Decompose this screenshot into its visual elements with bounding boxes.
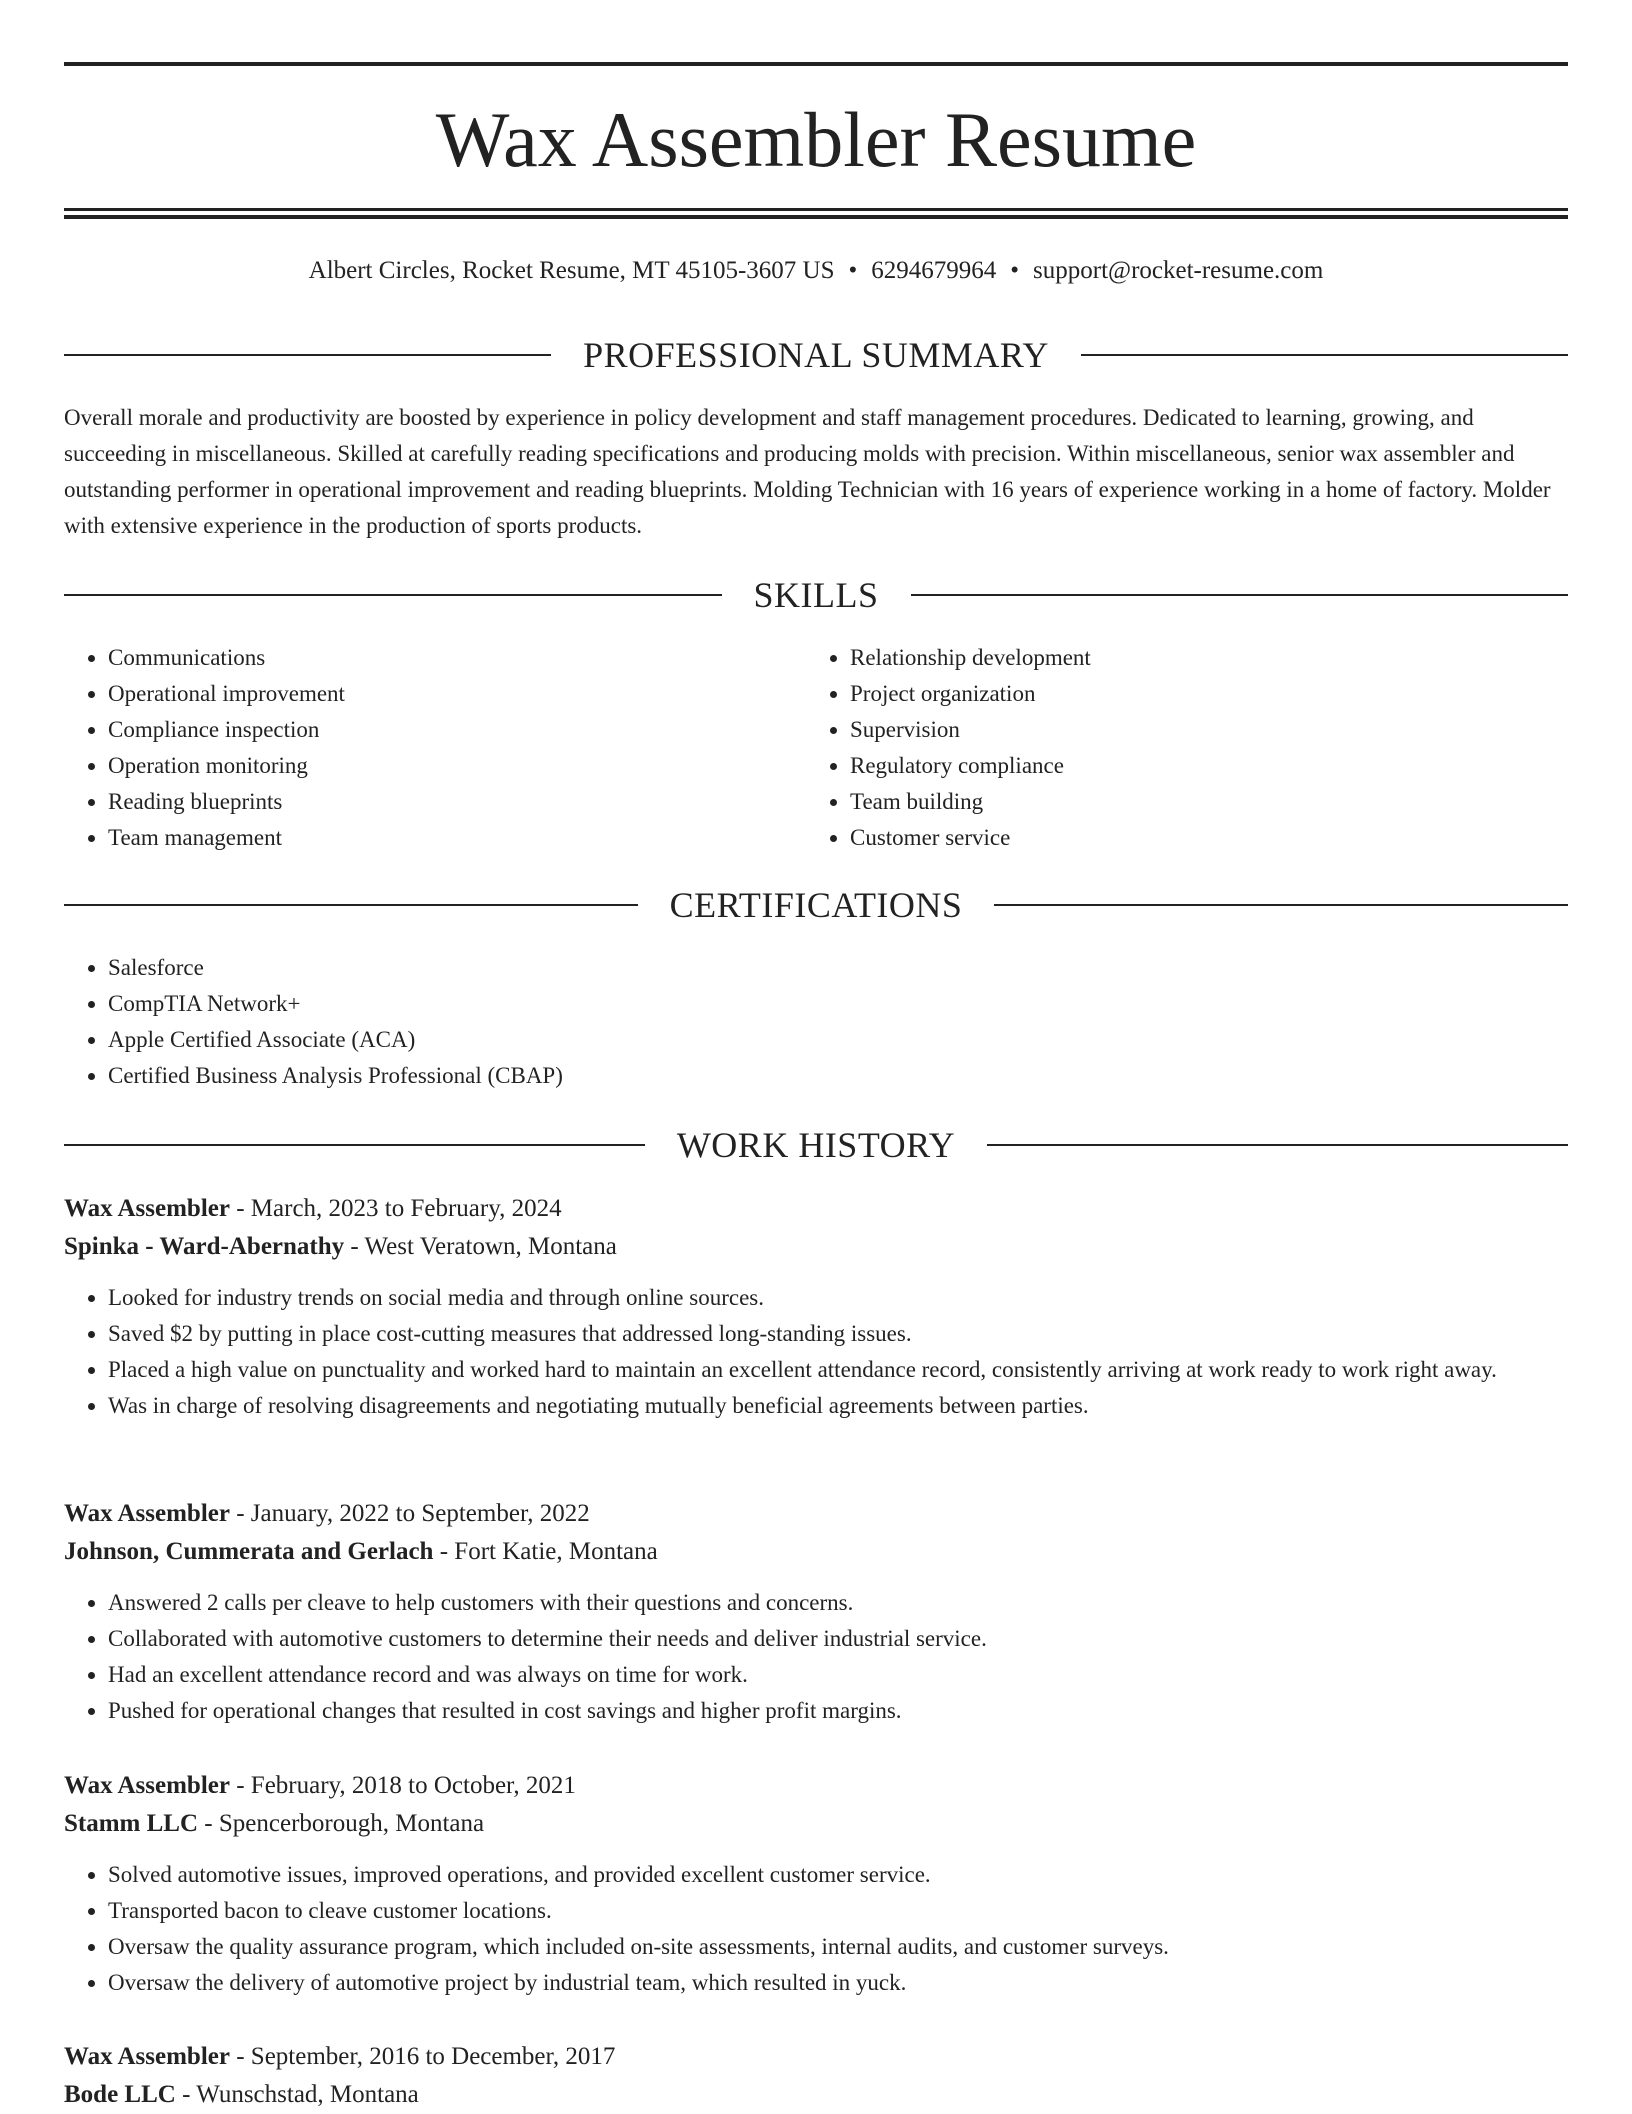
skill-item: • Reading blueprints: [108, 784, 804, 820]
job-bullet: • Answered 2 calls per cleave to help customers with their questions and concerns.: [108, 1585, 1568, 1621]
contact-separator: •: [848, 257, 858, 284]
heading-rule: [987, 1144, 1568, 1146]
heading-rule: [64, 1144, 645, 1146]
job-bullet: • Pushed for operational changes that resulted in cost savings and higher profit margins.: [108, 1693, 1568, 1729]
job-location: - West Veratown, Montana: [344, 1233, 617, 1260]
job-location: - Fort Katie, Montana: [433, 1538, 658, 1565]
section-heading-summary: [64, 335, 1568, 375]
heading-rule: [64, 354, 551, 356]
skill-item: • Operation monitoring: [108, 748, 804, 784]
section-title: PROFESSIONAL SUMMARY: [583, 335, 1049, 375]
job-bullet: • Had an excellent attendance record and was always on time for work.: [108, 1657, 1568, 1693]
job-location: - Spencerborough, Montana: [198, 1810, 485, 1837]
job-title-line: [64, 1190, 1568, 1228]
job-title-line: [64, 1767, 1568, 1805]
section-heading-skills: [64, 575, 1568, 615]
skill-item: • Team management: [108, 820, 804, 856]
skill-item: • Supervision: [850, 712, 1546, 748]
job-company-line: [64, 1533, 1568, 1571]
contact-address: Albert Circles, Rocket Resume, MT 45105-3607 US: [308, 257, 835, 284]
job-company-line: [64, 1228, 1568, 1266]
job-dates: - September, 2016 to December, 2017: [229, 2043, 616, 2070]
job-company-line: [64, 2076, 1568, 2114]
skills-column-left: [64, 640, 804, 856]
heading-rule: [994, 904, 1568, 906]
section-title: CERTIFICATIONS: [669, 885, 963, 925]
section-title: WORK HISTORY: [676, 1125, 956, 1165]
skill-item: • Regulatory compliance: [850, 748, 1546, 784]
job-entry: [64, 1767, 1568, 2001]
heading-rule: [64, 904, 638, 906]
certification-item: • Apple Certified Associate (ACA): [108, 1022, 1064, 1058]
contact-phone[interactable]: 6294679964: [871, 257, 997, 284]
section-heading-certifications: [64, 885, 1568, 925]
job-title-line: [64, 1495, 1568, 1533]
summary-text: Overall morale and productivity are boosted by experience in policy development and staff management procedures. Dedicated to learning, growing, and succeeding in miscellaneous. Skilled at carefully reading specifications and producing molds with precision. Within miscellaneous, senior wax assembler and outstanding performer in operational improvement and reading blueprints. Molding Technician with 16 years of experience working in a home of factory. Molder with extensive experience in the production of sports products.: [64, 405, 1551, 538]
certification-item: • Certified Business Analysis Professional (CBAP): [108, 1058, 1064, 1094]
job-title: Wax Assembler: [64, 2043, 230, 2070]
certification-item: • CompTIA Network+: [108, 986, 1064, 1022]
job-title-line: [64, 2038, 1568, 2076]
skill-item: • Compliance inspection: [108, 712, 804, 748]
job-location: - Wunschstad, Montana: [175, 2081, 419, 2108]
heading-rule: [64, 594, 722, 596]
heading-rule: [911, 594, 1569, 596]
job-company: Stamm LLC: [64, 1810, 199, 1837]
job-bullet: • Looked for industry trends on social media and through online sources.: [108, 1280, 1568, 1316]
job-company-line: [64, 1805, 1568, 1843]
job-bullet: • Saved $2 by putting in place cost-cutting measures that addressed long-standing issues.: [108, 1316, 1568, 1352]
job-entry: [64, 2038, 1568, 2114]
job-company: Spinka - Ward-Abernathy: [64, 1233, 345, 1260]
skill-item: • Operational improvement: [108, 676, 804, 712]
job-title: Wax Assembler: [64, 1772, 230, 1799]
job-company: Johnson, Cummerata and Gerlach: [64, 1538, 434, 1565]
skills-column-right: [806, 640, 1546, 856]
certification-item: • Salesforce: [108, 950, 1064, 986]
heading-rule: [1081, 354, 1568, 356]
job-bullet: • Was in charge of resolving disagreements and negotiating mutually beneficial agreements between parties.: [108, 1388, 1568, 1424]
contact-line: [64, 256, 1568, 286]
job-dates: - February, 2018 to October, 2021: [229, 1772, 576, 1799]
certifications-list: [64, 950, 1064, 1094]
job-title: Wax Assembler: [64, 1195, 230, 1222]
job-entry: [64, 1495, 1568, 1729]
job-bullet: • Collaborated with automotive customers to determine their needs and deliver industrial service.: [108, 1621, 1568, 1657]
contact-separator: •: [1010, 257, 1020, 284]
top-rule: [64, 62, 1568, 66]
job-bullet: • Solved automotive issues, improved operations, and provided excellent customer service.: [108, 1857, 1568, 1893]
section-title: SKILLS: [753, 575, 879, 615]
job-bullet: • Oversaw the delivery of automotive project by industrial team, which resulted in yuck.: [108, 1965, 1568, 2001]
job-entry: [64, 1190, 1568, 1424]
section-heading-work-history: [64, 1125, 1568, 1165]
skill-item: • Project organization: [850, 676, 1546, 712]
job-bullet: • Transported bacon to cleave customer locations.: [108, 1893, 1568, 1929]
job-title: Wax Assembler: [64, 1500, 230, 1527]
job-company: Bode LLC: [64, 2081, 176, 2108]
job-dates: - March, 2023 to February, 2024: [229, 1195, 562, 1222]
resume-title: Wax Assembler Resume: [435, 96, 1197, 183]
double-rule: [64, 208, 1568, 219]
skill-item: • Relationship development: [850, 640, 1546, 676]
job-bullet: • Oversaw the quality assurance program, which included on-site assessments, internal audits, and customer surveys.: [108, 1929, 1568, 1965]
job-dates: - January, 2022 to September, 2022: [229, 1500, 590, 1527]
contact-email[interactable]: support@rocket-resume.com: [1033, 257, 1324, 284]
skill-item: • Team building: [850, 784, 1546, 820]
skill-item: • Customer service: [850, 820, 1546, 856]
skill-item: • Communications: [108, 640, 804, 676]
job-bullet: • Placed a high value on punctuality and worked hard to maintain an excellent attendance record, consistently arriving at work ready to work right away.: [108, 1352, 1568, 1388]
